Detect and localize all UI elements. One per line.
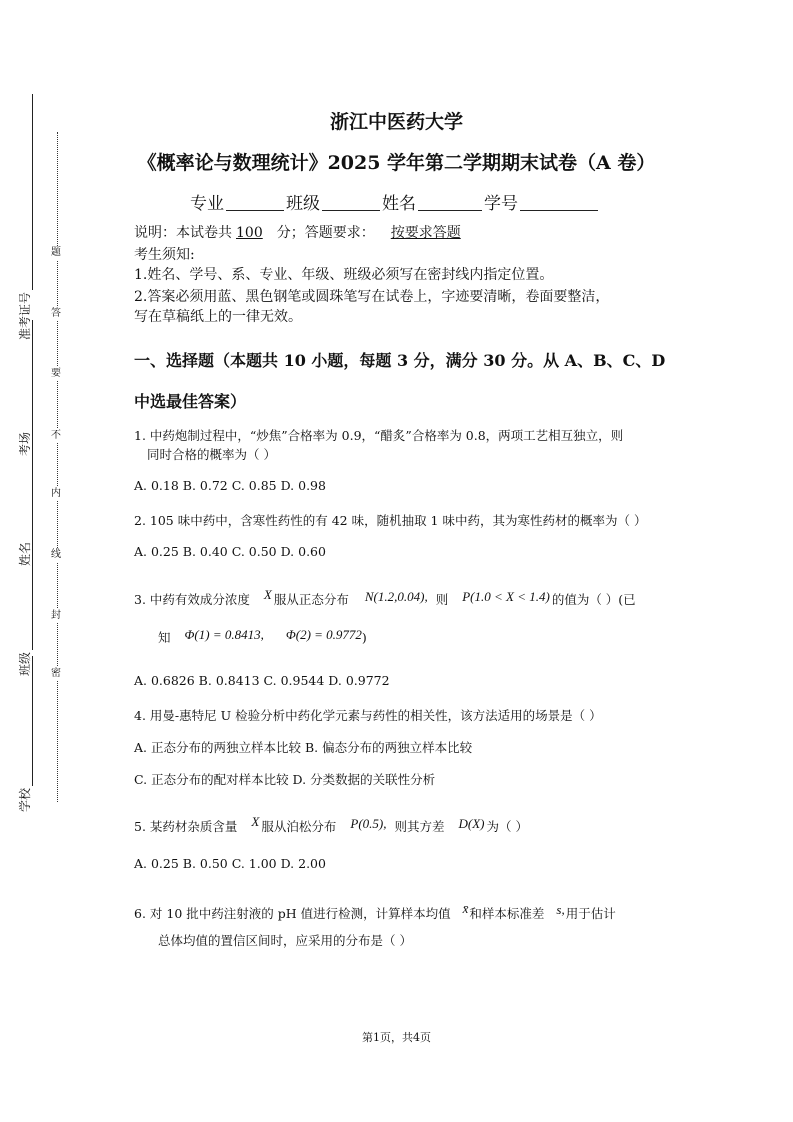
answer-requirement: 按要求答题: [390, 225, 461, 241]
field-name-label: 姓名: [382, 194, 416, 214]
section-heading: 中选最佳答案）: [134, 392, 247, 411]
question-4: 4. 用曼-惠特尼 U 检验分析中药化学元素与药性的相关性，该方法适用的场景是（ ）: [134, 708, 602, 723]
notice-item: 1.姓名、学号、系、专业、年级、班级必须写在密封线内指定位置。: [134, 267, 554, 283]
question-2-options: A. 0.25 B. 0.40 C. 0.50 D. 0.60: [134, 544, 326, 559]
field-id-blank[interactable]: [520, 209, 598, 211]
question-6-cont: 总体均值的置信区间时，应采用的分布是（ ）: [158, 933, 412, 948]
field-class-label: 班级: [286, 194, 320, 214]
binding-field-name: 姓名: [16, 430, 33, 566]
question-3: 3. 中药有效成分浓度 X 服从正态分布 N(1.2,0.04), 则 P(1.0 < X < 1.4) 的值为（ ）(已: [134, 587, 636, 607]
question-5: 5. 某药材杂质含量 X 服从泊松分布 P(0.5), 则其方差 D(X) 为（ ）: [134, 814, 528, 834]
question-1: 1. 中药炮制过程中，“炒焦”合格率为 0.9，“醋炙”合格率为 0.8，两项工艺相互独立，则: [134, 428, 624, 443]
question-6: 6. 对 10 批中药注射液的 pH 值进行检测，计算样本均值 x̄和样本标准差 s,用于估计: [134, 901, 616, 921]
seal-char: 线: [51, 549, 61, 560]
field-major-blank[interactable]: [226, 209, 284, 211]
field-class-blank[interactable]: [322, 209, 380, 211]
binding-field-school: 学校: [16, 656, 33, 812]
question-5-options: A. 0.25 B. 0.50 C. 1.00 D. 2.00: [134, 856, 326, 871]
seal-char: 封: [51, 610, 61, 621]
binding-field-class: 班级: [16, 540, 33, 676]
binding-field-room: 考场: [16, 320, 33, 456]
total-score: 100: [236, 225, 263, 241]
seal-char: 内: [51, 488, 61, 499]
field-id-label: 学号: [484, 194, 518, 214]
instructions-line: 说明：本试卷共 100 分；答题要求： 按要求答题: [134, 222, 533, 242]
question-3-options: A. 0.6826 B. 0.8413 C. 0.9544 D. 0.9772: [134, 673, 390, 688]
seal-char: 要: [51, 368, 61, 379]
question-4-options: C. 正态分布的配对样本比较 D. 分类数据的关联性分析: [134, 772, 436, 787]
binding-field-exam-id: 准考证号: [16, 94, 33, 340]
student-info-line: [190, 189, 600, 214]
field-name-blank[interactable]: [418, 209, 482, 211]
seal-char: 密: [51, 668, 61, 679]
field-major-label: 专业: [190, 194, 224, 214]
question-3-cont: 知 Φ(1) = 0.8413, Φ(2) = 0.9772): [158, 627, 367, 645]
notice-item: 2.答案必须用蓝、黑色钢笔或圆珠笔写在试卷上，字迹要清晰，卷面要整洁，: [134, 289, 610, 305]
question-4-options: A. 正态分布的两独立样本比较 B. 偏态分布的两独立样本比较: [134, 740, 473, 755]
seal-char: 不: [51, 430, 61, 441]
seal-line: [57, 132, 58, 802]
question-1-cont: 同时合格的概率为（ ）: [147, 447, 276, 462]
section-heading: 一、选择题（本题共 10 小题，每题 3 分，满分 30 分。从 A、B、C、D: [134, 351, 666, 370]
notice-item: 写在草稿纸上的一律无效。: [134, 309, 302, 325]
page-number: 第1页，共4页: [362, 1031, 431, 1044]
question-1-options: A. 0.18 B. 0.72 C. 0.85 D. 0.98: [134, 478, 326, 493]
university-title: 浙江中医药大学: [329, 111, 463, 133]
notice-title: 考生须知:: [134, 247, 195, 263]
seal-char: 答: [51, 308, 61, 319]
exam-title: 《概率论与数理统计》2025 学年第二学期期末试卷（A 卷）: [137, 152, 656, 174]
question-2: 2. 105 味中药中，含寒性药性的有 42 味，随机抽取 1 味中药，其为寒性药材的概率为（ ）: [134, 513, 647, 528]
seal-char: 题: [51, 247, 61, 258]
